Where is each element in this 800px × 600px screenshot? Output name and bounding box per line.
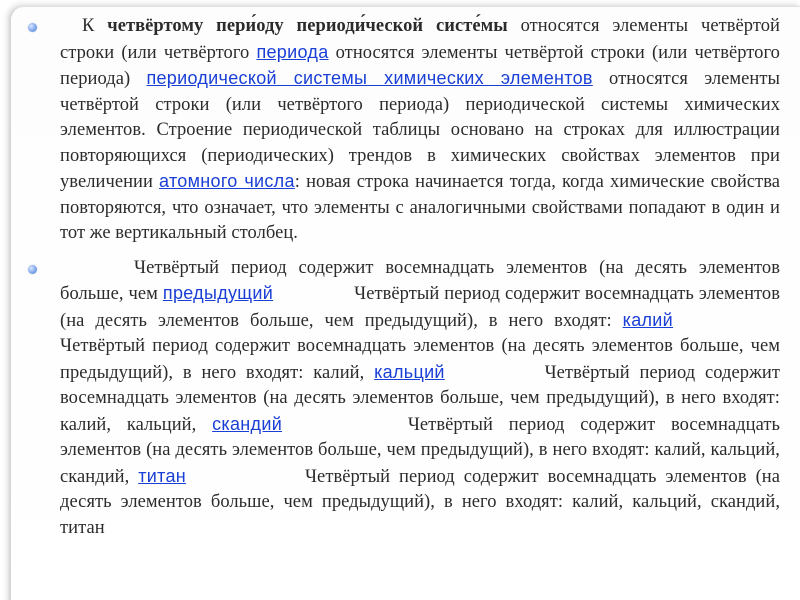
link-titanium[interactable]: титан [138, 465, 187, 486]
bold-term: четвёртому пери́оду периоди́ческой систе́мы [107, 16, 508, 36]
paragraph-text: : новая строка начинается тогда, когда химические свойства повторяются, что означает, что элементы с аналогичными свойствами попадают в один и тот же вертикальный столбец. [60, 172, 780, 243]
paragraph-text: относятся элементы четвёртой строки (или четвёртого периода) [60, 42, 780, 89]
paragraph-text: Четвёртый период содержит восемнадцать элементов (на десять элементов больше, чем предыдущий), в него входят: [60, 284, 780, 331]
bullet-dot-icon [28, 265, 37, 274]
slide-content [22, 14, 780, 541]
paragraph-text: Четвёртый период содержит восемнадцать элементов (на десять элементов больше, чем [60, 257, 780, 304]
paragraph-text: относятся элементы четвёртой строки (или четвёртого периода) периодической системы химических элементов. Строение периодической таблицы основано на строках для иллюстрации повторяющихся (периодических) трендов в химических свойствах элементов при увеличении [60, 69, 780, 192]
link-potassium[interactable]: калий [622, 309, 674, 330]
paragraph-fourth-period-intro [22, 14, 780, 247]
paragraph-text: Четвёртый период содержит восемнадцать элементов (на десять элементов больше, чем предыдущий), в него входят: калий, кальций, скандий, [60, 414, 780, 487]
paragraph-text: Четвёртый период содержит восемнадцать элементов (на десять элементов больше, чем предыдущий), в него входят: калий, кальций, [60, 362, 780, 435]
link-atomic-number[interactable]: атомного числа [159, 171, 295, 191]
bullet-dot-icon [28, 23, 37, 32]
link-previous[interactable]: предыдущий [162, 283, 274, 303]
bold-prefix: К [82, 16, 95, 36]
link-scandium[interactable]: скандий [212, 413, 283, 434]
paragraph-text: Четвёртый период содержит восемнадцать элементов (на десять элементов больше, чем предыдущий), в него входят: калий, кальций, скандий, титан [60, 466, 780, 538]
paragraph-text: Четвёртый период содержит восемнадцать элементов (на десять элементов больше, чем предыдущий), в него входят: калий, [60, 336, 780, 383]
paragraph-text: относятся элементы четвёртой строки (или четвёртого [60, 16, 780, 63]
paragraph-fourth-period-elements [22, 256, 780, 542]
link-period[interactable]: периода [256, 41, 329, 62]
link-calcium[interactable]: кальций [374, 361, 445, 382]
link-periodic-system[interactable]: периодической системы химических элементов [146, 68, 593, 88]
